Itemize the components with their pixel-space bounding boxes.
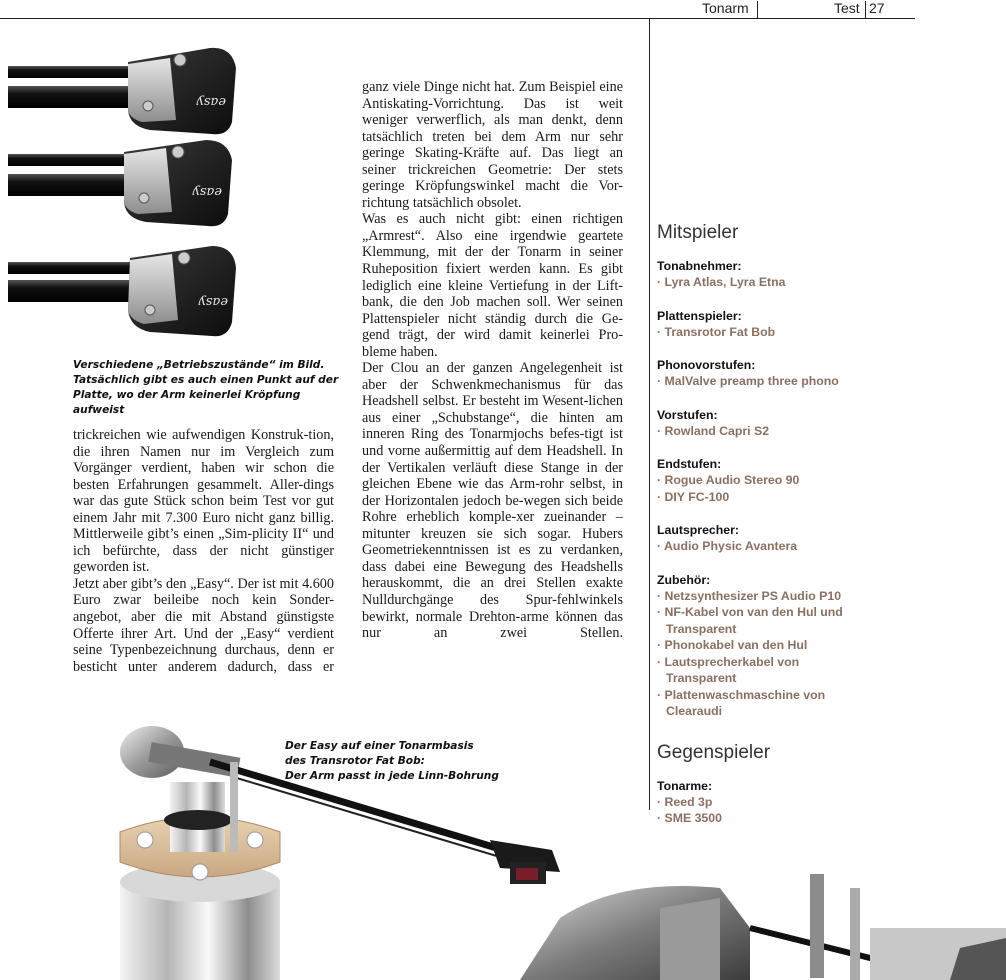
sidebar-item: · DIY FC-100 — [657, 489, 730, 504]
sidebar-group-plattenspieler — [657, 308, 897, 341]
photo-caption-bottom — [285, 739, 545, 784]
article-left-column — [73, 427, 334, 675]
photo-caption-top: Verschiedene „Betriebszustände“ im Bild. Tatsächlich gibt es auch einen Punkt auf der Platte, wo der Arm keinerlei Kröpfung aufweist — [73, 359, 339, 416]
sidebar-item: · Reed 3p — [657, 794, 713, 809]
header-section: Tonarm — [702, 0, 749, 16]
sidebar-category-label: Zubehör: — [657, 572, 711, 587]
sidebar-item: · Lyra Atlas, Lyra Etna — [657, 275, 786, 289]
headshell-unit-1 — [8, 48, 236, 134]
sidebar-item: · Netzsynthesizer PS Audio P10 — [657, 588, 842, 603]
header-rule — [0, 18, 915, 19]
article-paragraph: Was es auch nicht gibt: einen richtigen „Armrest“. Also eine irgendwie geartete Klemmung, mit der der Tonarm in seiner Ruheposition fixiert werden kann. Es gibt lediglich eine kleine Vertiefung in der Lift-bank, die den Job machen soll. Wer seinen Plattenspieler nicht ständig durch die Ge-gend trägt, der wird damit keinerlei Pro-bleme haben. — [362, 211, 623, 360]
sidebar-item: · MalValve preamp three phono — [657, 374, 839, 388]
sidebar-group-zubehoer — [657, 572, 857, 720]
header-separator — [757, 1, 758, 19]
caption-line: Der Easy auf einer Tonarmbasis — [285, 740, 474, 752]
sidebar-category-label: Vorstufen: — [657, 407, 718, 422]
headshell-unit-2 — [8, 140, 232, 226]
sidebar-group-endstufen — [657, 456, 897, 505]
sidebar-group-tonarme — [657, 778, 897, 827]
article-paragraph: ganz viele Dinge nicht hat. Zum Beispiel eine Antiskating-Vorrichtung. Das ist weit weniger verwerflich, als man denkt, denn tatsächlich treten bei dem Arm nur sehr geringe Skating-Kräfte auf. Das liegt an seiner trickreichen Geometrie: Der stets geringe Kröpfungswinkel macht die Vor-richtung tatsächlich obsolet. — [362, 79, 623, 211]
sidebar-category-label: Tonabnehmer: — [657, 259, 742, 273]
article-paragraph: Der Clou an der ganzen Angelegenheit ist aber der Schwenkmechanismus für das Headshell selbst. Er besteht im Wesent-lichen aus einer „Schubstange“, die hinten am inneren Ring des Tonarmjochs befes-tigt ist und vorne außermittig auf dem Headshell. In der Vertikalen verläuft diese Stange in der gleichen Ebene wie das Arm-rohr selbst, in der Horizontalen jedoch be-wegen sich beide Rohre erheblich komple-xer zueinander – mitunter kreuzen sie sich sogar. Hubers Geometriekenntnissen ist es zu verdanken, dass dabei eine Bewegung des Headshells herauskommt, die an drei Stellen exakte Nulldurchgänge des Spur-fehlwinkels bewirkt, normale Drehton-arme können das nur an zwei Stellen. — [362, 360, 623, 642]
sidebar-category-label: Plattenspieler: — [657, 308, 742, 323]
caption-line: des Transrotor Fat Bob: — [285, 755, 425, 767]
sidebar-item: · Phonokabel van den Hul — [657, 638, 808, 652]
sidebar-column-rule — [649, 18, 650, 810]
headshell-engraving: easy — [198, 294, 228, 309]
header-category: Test — [834, 0, 860, 16]
article-paragraph: Jetzt aber gibt’s den „Easy“. Der ist mit 4.600 Euro zwar beileibe noch kein Sonder-angebot, aber die mit Abstand günstigste Offerte ihrer Art. Und der „Easy“ verdient seine Typenbezeichnung durchaus, denn er besticht unter anderem dadurch, dass er — [73, 575, 334, 675]
sidebar-group-vorstufen — [657, 407, 897, 440]
sidebar-group-phonovorstufen — [657, 357, 897, 390]
headshell-engraving: easy — [192, 184, 222, 199]
sidebar-group-tonabnehmer — [657, 258, 897, 291]
headshell-unit-3 — [8, 246, 236, 336]
headshell-positions-photo — [0, 22, 345, 352]
article-middle-column — [362, 79, 623, 642]
sidebar-item: · Rowland Capri S2 — [657, 423, 770, 438]
sidebar-heading-gegenspieler: Gegenspieler — [657, 741, 771, 763]
sidebar-item: · Transrotor Fat Bob — [657, 324, 776, 339]
sidebar-item: · Audio Physic Avantera — [657, 539, 798, 553]
header-separator — [865, 1, 866, 19]
sidebar-item: · SME 3500 — [657, 811, 722, 825]
turntable-detail-photo — [520, 868, 1006, 980]
page-number: 27 — [869, 0, 885, 16]
sidebar-group-lautsprecher — [657, 522, 897, 555]
sidebar-category-label: Lautsprecher: — [657, 523, 740, 537]
article-paragraph: trickreichen wie aufwendigen Konstruk-tion, die ihren Namen nur im Vergleich zum Vorgänger verdient, haben wir schon die besten Erfahrungen gesammelt. Aller-dings war das gute Stück schon beim Test vor gut einem Jahr mit 7.300 Euro nicht ganz billig. Mittlerweile gibt’s einen „Sim-plicity II“ und ich befürchte, dass der nicht günstiger geworden ist. — [73, 427, 334, 576]
sidebar-item: · NF-Kabel von van den Hul und Transparent — [657, 605, 843, 636]
headshell-engraving: easy — [196, 94, 226, 109]
sidebar-heading-mitspieler: Mitspieler — [657, 222, 739, 243]
sidebar-category-label: Endstufen: — [657, 457, 722, 471]
sidebar-category-label: Phonovorstufen: — [657, 358, 756, 372]
sidebar-item: · Rogue Audio Stereo 90 — [657, 473, 800, 487]
caption-line: Der Arm passt in jede Linn-Bohrung — [285, 770, 499, 782]
sidebar-item: · Lautsprecherkabel von Transparent — [657, 654, 800, 685]
sidebar-item: · Plattenwaschmaschine von Clearaudi — [657, 687, 826, 718]
sidebar-equipment — [657, 222, 897, 827]
sidebar-category-label: Tonarme: — [657, 778, 713, 793]
